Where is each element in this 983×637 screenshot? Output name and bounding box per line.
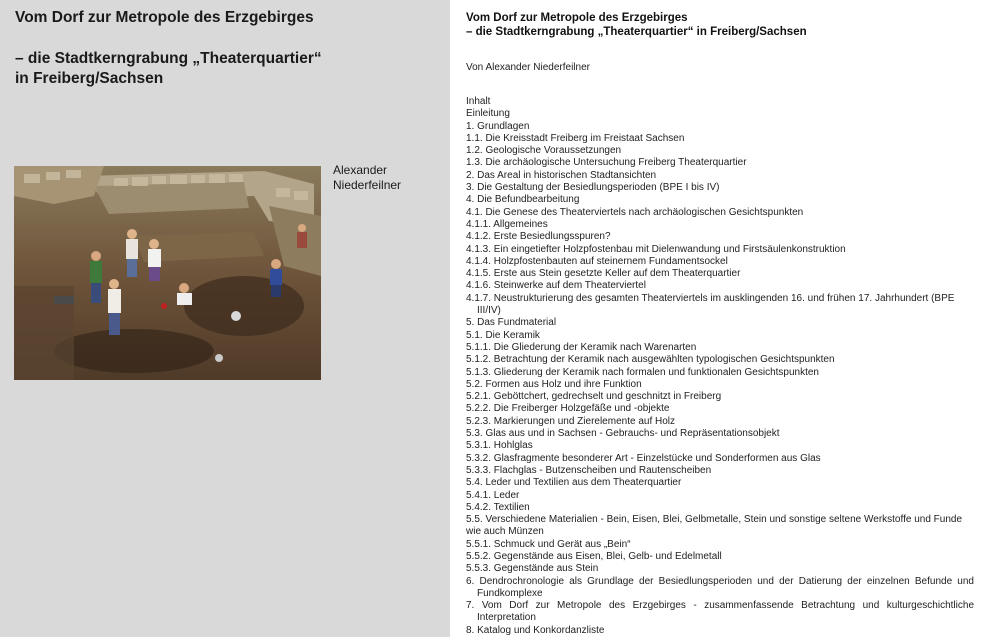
toc-entry: 4.1. Die Genese des Theaterviertels nach archäologischen Gesichtspunkten bbox=[466, 206, 804, 218]
toc-entry: 7. Vom Dorf zur Metropole des Erzgebirges - zusammenfassende Betrachtung und kulturgeschichtliche Interpretation bbox=[466, 600, 974, 624]
toc-entry: 8. Katalog und Konkordanzliste bbox=[466, 624, 605, 636]
document-author: Von Alexander Niederfeilner bbox=[466, 62, 590, 73]
toc-entry: 5.2. Formen aus Holz und ihre Funktion bbox=[466, 378, 642, 390]
contents-page bbox=[450, 0, 983, 637]
toc-entry: 4.1.6. Steinwerke auf dem Theaterviertel bbox=[466, 280, 646, 292]
toc-entry: 5.2.3. Markierungen und Zierelemente auf Holz bbox=[466, 415, 676, 427]
cover-title-line-2: – die Stadtkerngrabung „Theaterquartier“ bbox=[15, 50, 322, 67]
cover-title bbox=[15, 8, 435, 89]
toc-entry: 1. Grundlagen bbox=[466, 120, 530, 132]
table-of-contents bbox=[466, 96, 974, 637]
toc-entry: 4.1.7. Neustrukturierung des gesamten Theaterviertels im ausklingenden 16. und frühen 17. Jahrhundert (BPE III/IV) bbox=[466, 292, 955, 317]
toc-entry: 5.2.2. Die Freiberger Holzgefäße und -objekte bbox=[466, 403, 670, 415]
cover-title-line-3: in Freiberg/Sachsen bbox=[15, 70, 164, 87]
toc-entry: Inhalt bbox=[466, 96, 491, 107]
toc-entry: 4.1.3. Ein eingetiefter Holzpfostenbau mit Dielenwandung und Firstsäulenkonstruktion bbox=[466, 243, 846, 255]
toc-entry: 4.1.1. Allgemeines bbox=[466, 218, 548, 230]
toc-entry: 5.4.1. Leder bbox=[466, 489, 520, 501]
cover-panel bbox=[0, 0, 450, 637]
toc-entry: 5.3. Glas aus und in Sachsen - Gebrauchs- und Repräsentationsobjekt bbox=[466, 428, 780, 440]
toc-entry: 5.4.2. Textilien bbox=[466, 501, 530, 513]
toc-entry: 1.1. Die Kreisstadt Freiberg im Freistaat Sachsen bbox=[466, 132, 685, 144]
toc-entry: 5.1.2. Betrachtung der Keramik nach ausgewählten typologischen Gesichtspunkten bbox=[466, 354, 835, 366]
document-title-line-1: Vom Dorf zur Metropole des Erzgebirges bbox=[466, 12, 688, 24]
toc-entry: 4.1.2. Erste Besiedlungsspuren? bbox=[466, 231, 611, 243]
toc-entry: 5.5. Verschiedene Materialien - Bein, Eisen, Blei, Gelbmetalle, Stein und sonstige seltene Werkstoffe und Funde wie auch Münzen bbox=[466, 514, 963, 538]
excavation-photo-image bbox=[14, 166, 321, 380]
cover-author bbox=[333, 163, 443, 193]
toc-entry: 1.2. Geologische Voraussetzungen bbox=[466, 145, 622, 157]
toc-entry: 5.5.2. Gegenstände aus Eisen, Blei, Gelb- und Edelmetall bbox=[466, 550, 722, 562]
toc-entry: 5.4. Leder und Textilien aus dem Theaterquartier bbox=[466, 477, 682, 489]
toc-entry: Einleitung bbox=[466, 108, 510, 120]
toc-entry: 5.5.3. Gegenstände aus Stein bbox=[466, 563, 599, 575]
document-title-line-2: – die Stadtkerngrabung „Theaterquartier“ in Freiberg/Sachsen bbox=[466, 26, 807, 38]
toc-entry: 5.5.1. Schmuck und Gerät aus „Bein“ bbox=[466, 538, 631, 550]
toc-entry: 5.3.2. Glasfragmente besonderer Art - Einzelstücke und Sonderformen aus Glas bbox=[466, 452, 821, 464]
toc-entry: 4. Die Befundbearbeitung bbox=[466, 194, 580, 206]
toc-entry: 1.3. Die archäologische Untersuchung Freiberg Theaterquartier bbox=[466, 157, 747, 169]
toc-entry: 3. Die Gestaltung der Besiedlungsperioden (BPE I bis IV) bbox=[466, 182, 720, 194]
cover-title-line-1: Vom Dorf zur Metropole des Erzgebirges bbox=[15, 9, 314, 26]
toc-entry: 4.1.4. Holzpfostenbauten auf steinernem Fundamentsockel bbox=[466, 255, 728, 267]
toc-entry: 5. Das Fundmaterial bbox=[466, 317, 557, 329]
toc-entry: 2. Das Areal in historischen Stadtansichten bbox=[466, 169, 657, 181]
toc-entry: 5.3.1. Hohlglas bbox=[466, 440, 533, 452]
toc-entry: 6. Dendrochronologie als Grundlage der Besiedlungsperioden und der Datierung der einzelnen Befunde und Fundkomplexe bbox=[466, 575, 974, 599]
cover-author-last-name: Niederfeilner bbox=[333, 178, 402, 192]
toc-entry: 4.1.5. Erste aus Stein gesetzte Keller auf dem Theaterquartier bbox=[466, 268, 741, 280]
toc-entry: 5.1. Die Keramik bbox=[466, 329, 540, 341]
excavation-photo bbox=[14, 166, 321, 380]
document-title bbox=[466, 11, 976, 39]
toc-entry: 5.2.1. Geböttchert, gedrechselt und geschnitzt in Freiberg bbox=[466, 391, 722, 403]
toc-entry: 5.1.1. Die Gliederung der Keramik nach Warenarten bbox=[466, 341, 697, 353]
cover-author-first-name: Alexander bbox=[333, 163, 388, 177]
toc-entry: 5.1.3. Gliederung der Keramik nach formalen und funktionalen Gesichtspunkten bbox=[466, 366, 819, 378]
toc-entry: 5.3.3. Flachglas - Butzenscheiben und Rautenscheiben bbox=[466, 464, 712, 476]
